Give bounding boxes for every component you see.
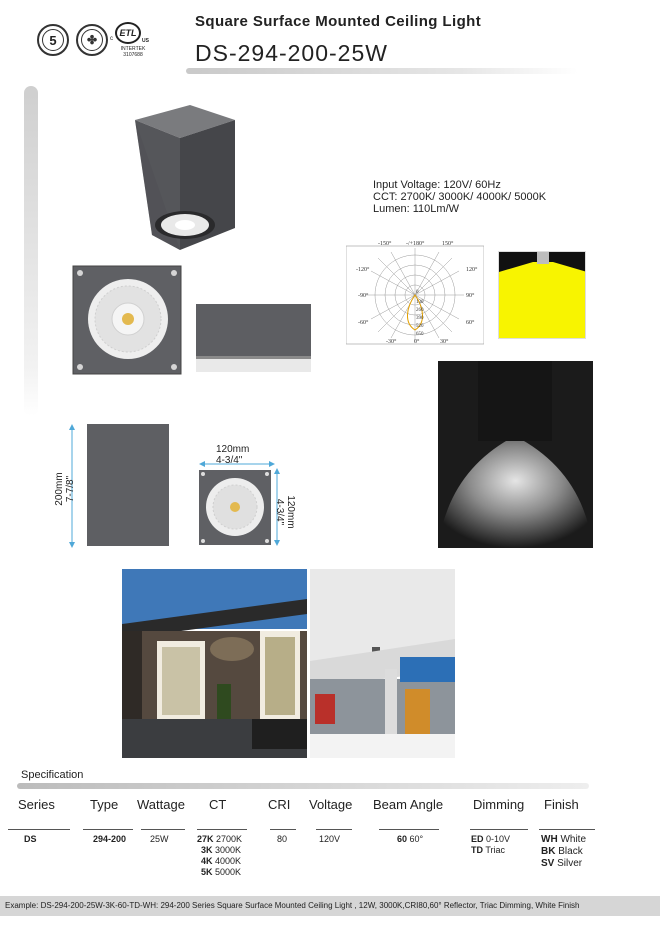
ct-option: [197, 856, 242, 867]
maple-leaf-icon: ✤: [81, 29, 103, 51]
radial-label: 520: [416, 324, 424, 329]
radial-label: 260: [416, 308, 424, 313]
finish-underline: [539, 829, 595, 830]
ct-label: 2700K: [216, 834, 243, 844]
radial-label: 0: [416, 290, 419, 295]
depth-in: 4-3/4": [274, 498, 285, 526]
dimming-code: ED: [471, 834, 484, 844]
dimming-values: [471, 834, 510, 856]
beam-underline: [379, 829, 439, 830]
finish-label: Silver: [557, 858, 583, 869]
depth-dimension-label: [274, 482, 296, 542]
ct-label: 3000K: [215, 845, 242, 855]
etl-c-mark: c: [110, 36, 113, 42]
angle-label: 30°: [440, 339, 449, 345]
dimming-label: Triac: [485, 845, 506, 855]
warranty-number: 5: [42, 29, 64, 51]
finish-code: WH: [541, 834, 558, 845]
angle-label: -150°: [378, 241, 392, 247]
specification-title: Specification: [21, 769, 84, 781]
angle-label: 150°: [442, 241, 454, 247]
input-voltage: Input Voltage: 120V/ 60Hz: [373, 179, 501, 191]
finish-label: Black: [558, 846, 583, 857]
ct-code: 4K: [201, 856, 213, 866]
product-front-view: [72, 265, 182, 375]
dimming-option: [471, 834, 510, 845]
height-mm: 200mm: [54, 472, 65, 506]
ct-values: [197, 834, 242, 878]
ct-code: 3K: [201, 845, 213, 855]
angle-label: 0°: [414, 339, 420, 345]
finish-values: [541, 834, 586, 870]
specification-divider: [17, 783, 589, 789]
dimming-code: TD: [471, 845, 483, 855]
header-type: Type: [90, 797, 119, 812]
product-title: Square Surface Mounted Ceiling Light: [195, 13, 482, 30]
etl-intertek: INTERTEK: [120, 46, 146, 52]
height-dimension-label: [54, 463, 76, 515]
ct-option: [197, 845, 242, 856]
etl-logo: ETL: [115, 22, 141, 44]
lumen-output: Lumen: 110Lm/W: [373, 203, 460, 215]
header-series: Series: [18, 797, 55, 812]
radial-label: 650: [416, 332, 424, 337]
header-wattage: Wattage: [137, 797, 185, 812]
dimming-option: [471, 845, 510, 856]
warranty-5-year-logo: [37, 24, 69, 56]
angle-label: -90°: [358, 293, 369, 299]
ct-underline: [197, 829, 247, 830]
type-code: 294-200: [93, 834, 127, 844]
beam-label: 60°: [409, 834, 424, 844]
wattage-underline: [141, 829, 185, 830]
cri-value: 80: [277, 834, 288, 844]
dimming-underline: [470, 829, 528, 830]
wattage-value: 25W: [150, 834, 169, 844]
ordering-example: Example: DS-294-200-25W-3K-60-TD-WH: 294-200 Series Square Surface Mounted Ceiling Light , 12W, 3000K,CRI80,60° Reflector, Triac Dimming, White Finish: [5, 901, 580, 910]
angle-label: -30°: [386, 339, 397, 345]
model-number: DS-294-200-25W: [195, 40, 388, 66]
side-accent-bar: [24, 86, 38, 416]
finish-option: [541, 858, 586, 870]
finish-code: BK: [541, 846, 556, 857]
product-3d-render: [130, 100, 240, 260]
angle-label: 90°: [466, 293, 475, 299]
width-mm: 120mm: [216, 444, 250, 455]
ct-code: 27K: [197, 834, 214, 844]
ct-option: [197, 834, 242, 845]
top-dimension-drawing: [193, 460, 281, 548]
angle-label: 120°: [466, 267, 478, 273]
ct-label: 4000K: [215, 856, 242, 866]
ct-code: 5K: [201, 867, 213, 877]
canada-compliance-logo: [76, 24, 108, 56]
etl-number: 3107688: [123, 52, 143, 58]
header-finish: Finish: [544, 797, 579, 812]
beam-pattern-graphic: [498, 251, 586, 339]
height-dimension-drawing: [60, 420, 175, 552]
finish-option: [541, 834, 586, 846]
cri-underline: [270, 829, 296, 830]
ct-label: 5000K: [215, 867, 242, 877]
etl-listing: [113, 46, 153, 58]
finish-label: White: [560, 834, 587, 845]
dimming-label: 0-10V: [486, 834, 511, 844]
type-value: [93, 834, 126, 845]
wall-lighting-photo: [438, 361, 593, 548]
application-photo-house: [122, 569, 307, 758]
series-value: [24, 834, 37, 845]
width-in: 4-3/4": [216, 455, 243, 466]
voltage-underline: [316, 829, 352, 830]
angle-label: -120°: [356, 267, 370, 273]
radial-label: 390: [416, 316, 424, 321]
product-side-view: [196, 304, 311, 372]
header-voltage: Voltage: [309, 797, 353, 812]
series-code: DS: [24, 834, 37, 844]
header-ct: CT: [209, 797, 227, 812]
photometric-polar-chart: [346, 238, 484, 346]
series-underline: [8, 829, 70, 830]
beam-code: 60: [397, 834, 408, 844]
application-photo-building: [310, 569, 455, 758]
header-dimming: Dimming: [473, 797, 525, 812]
finish-code: SV: [541, 858, 555, 869]
voltage-value: 120V: [319, 834, 341, 844]
etl-us-mark: US: [142, 38, 149, 44]
finish-option: [541, 846, 586, 858]
beam-value: [397, 834, 423, 845]
angle-label: 60°: [466, 320, 475, 326]
depth-mm: 120mm: [285, 495, 296, 529]
cct-options: CCT: 2700K/ 3000K/ 4000K/ 5000K: [373, 191, 547, 203]
type-underline: [83, 829, 133, 830]
electrical-specs: [373, 179, 546, 215]
title-divider: [186, 68, 578, 74]
radial-label: 130: [416, 300, 424, 305]
height-in: 7-7/8": [65, 475, 76, 503]
header-beam-angle: Beam Angle: [373, 797, 444, 812]
angle-label: -/+180°: [406, 241, 425, 247]
angle-label: -60°: [358, 320, 369, 326]
ct-option: [197, 867, 242, 878]
header-cri: CRI: [268, 797, 291, 812]
